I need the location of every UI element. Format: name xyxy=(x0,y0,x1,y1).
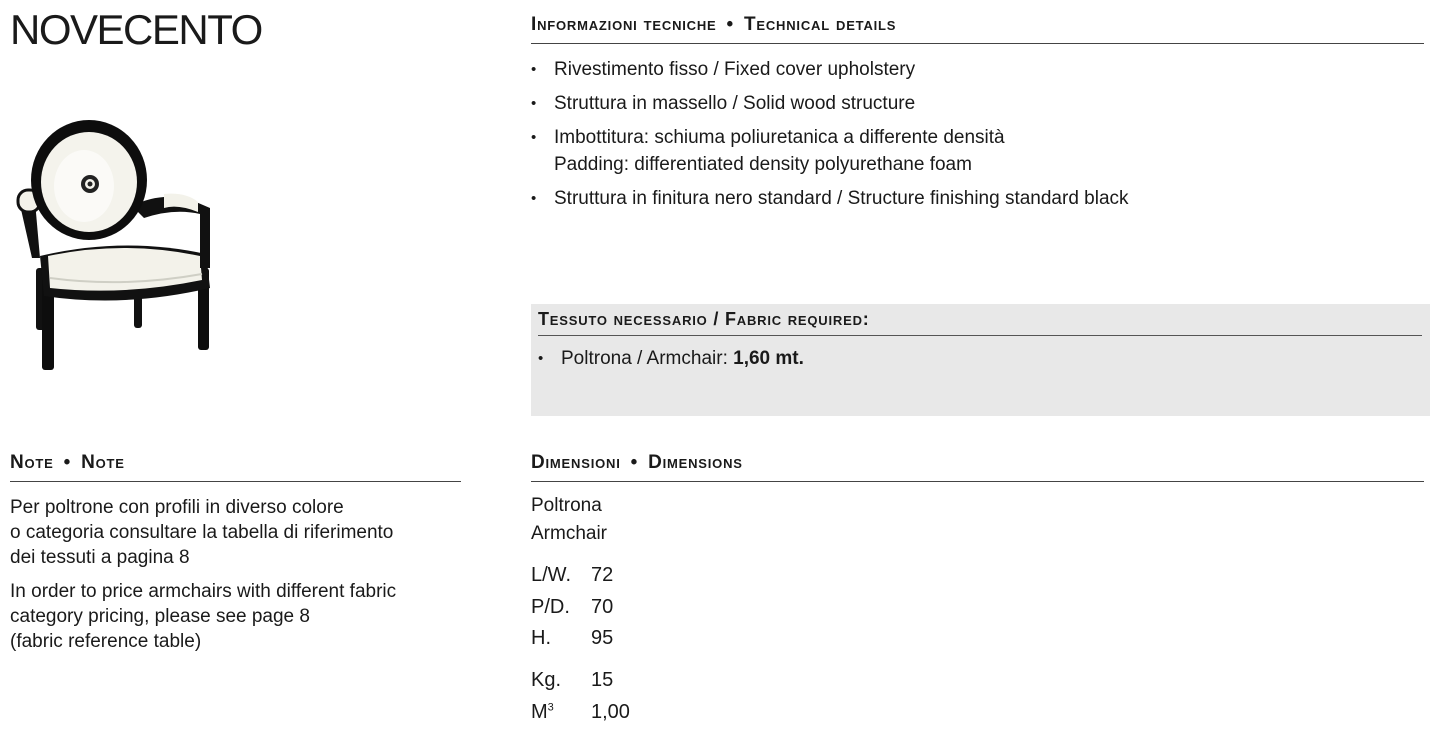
list-item xyxy=(538,345,804,372)
dimension-value: 70 xyxy=(591,596,614,618)
list-item-text: • Rivestimento fisso / Fixed cover upholstery xyxy=(554,59,916,80)
fabric-required-box xyxy=(531,304,1430,416)
dimension-row-weight xyxy=(531,669,613,692)
note-text-english xyxy=(10,579,396,654)
dimension-value: 72 xyxy=(591,564,614,586)
dimensions-type-it: Poltrona xyxy=(531,495,602,516)
dimension-row-depth xyxy=(531,596,613,619)
dimension-label: H. xyxy=(531,627,551,649)
dimension-value: 1,00 xyxy=(591,701,630,723)
fabric-required-heading: Tessuto necessario / Fabric required: xyxy=(538,309,1422,336)
dimension-label: P/D. xyxy=(531,596,570,618)
volume-unit-exponent: 3 xyxy=(547,701,554,714)
note-line: o categoria consultare la tabella di riferimento xyxy=(10,522,394,543)
note-line: (fabric reference table) xyxy=(10,631,202,652)
fabric-item-value: 1,60 mt. xyxy=(733,348,804,369)
dimension-value: 95 xyxy=(591,627,614,649)
heading-separator: • xyxy=(726,14,734,35)
note-line: In order to price armchairs with different fabric xyxy=(10,581,397,602)
list-item xyxy=(531,185,1424,212)
fabric-item-label: Poltrona / Armchair: xyxy=(561,348,728,369)
dimensions-heading xyxy=(531,452,1424,482)
dimension-row-width xyxy=(531,564,613,587)
product-title: NOVECENTO xyxy=(10,6,262,53)
note-heading-it: Note xyxy=(10,452,54,473)
dimension-label: Kg. xyxy=(531,669,562,691)
armchair-image xyxy=(14,118,214,378)
dimension-row-volume xyxy=(531,701,630,724)
fabric-list xyxy=(538,345,804,379)
list-item-text-second-line: Padding: differentiated density polyurethane foam xyxy=(554,154,972,175)
technical-heading-en: Technical details xyxy=(743,14,897,35)
heading-separator: • xyxy=(630,452,639,473)
list-item xyxy=(531,124,1424,178)
list-item xyxy=(531,56,1424,83)
note-line: dei tessuti a pagina 8 xyxy=(10,547,190,568)
list-item-text: • Imbottitura: schiuma poliuretanica a differente densità xyxy=(554,127,1005,148)
dimensions-type-en: Armchair xyxy=(531,523,608,544)
volume-unit: M xyxy=(531,701,548,723)
technical-details-heading xyxy=(531,14,1424,44)
heading-separator: • xyxy=(63,452,72,473)
dimension-row-height xyxy=(531,627,613,650)
note-line: Per poltrone con profili in diverso colore xyxy=(10,497,344,518)
dimensions-heading-en: Dimensions xyxy=(648,452,743,473)
note-line: category pricing, please see page 8 xyxy=(10,606,310,627)
note-heading-en: Note xyxy=(81,452,125,473)
list-item xyxy=(531,90,1424,117)
note-heading xyxy=(10,452,461,482)
technical-details-list xyxy=(531,56,1424,219)
dimension-label xyxy=(531,701,591,724)
list-item-text: • Struttura in finitura nero standard / Structure finishing standard black xyxy=(554,188,1129,209)
note-text-italian xyxy=(10,495,393,570)
list-item-text: • Struttura in massello / Solid wood structure xyxy=(554,93,916,114)
dimension-label: L/W. xyxy=(531,564,572,586)
technical-heading-it: Informazioni tecniche xyxy=(531,14,717,35)
dimension-value: 15 xyxy=(591,669,614,691)
dimensions-heading-it: Dimensioni xyxy=(531,452,621,473)
